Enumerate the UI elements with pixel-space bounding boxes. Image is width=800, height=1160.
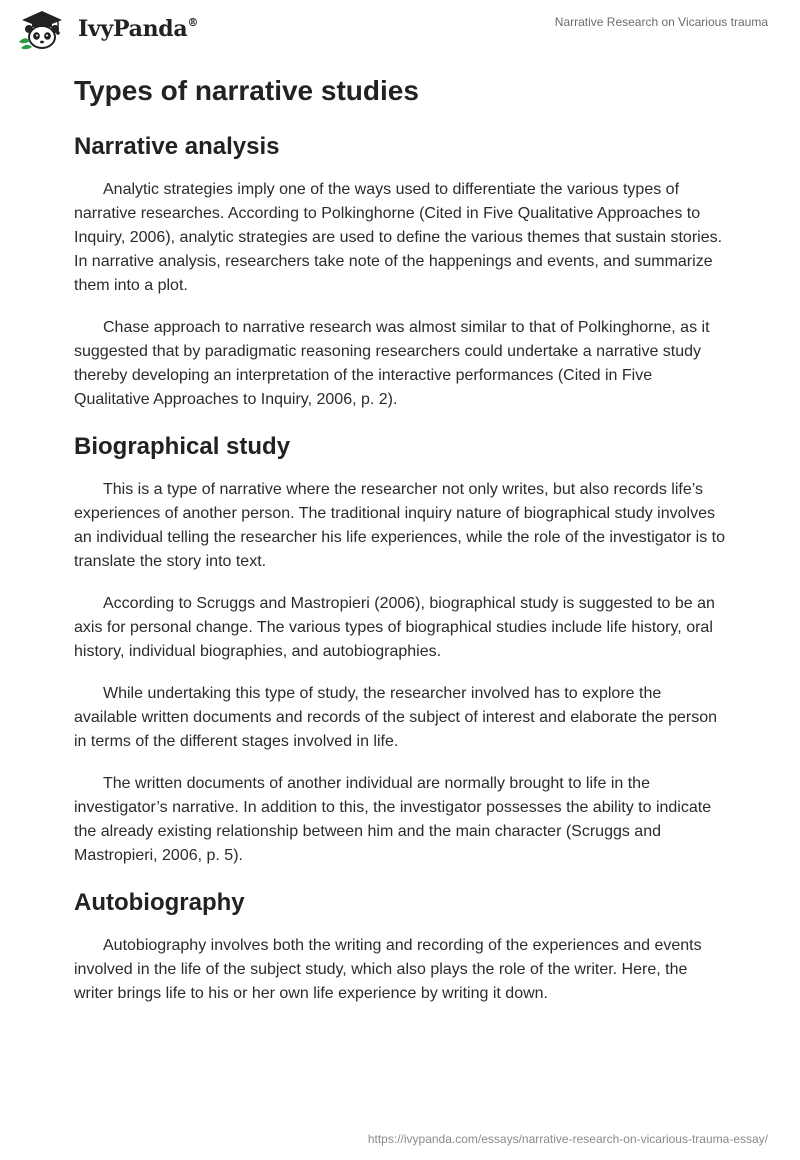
paragraph: This is a type of narrative where the researcher not only writes, but also records life’s experiences of another person. The traditional inquiry nature of biographical study involves an individual telling the researcher his life experiences, while the role of the investigator is to translate the story into text. xyxy=(74,481,726,570)
section-heading: Narrative analysis xyxy=(74,133,280,160)
document-title: Narrative Research on Vicarious trauma xyxy=(554,15,768,29)
paragraph: Autobiography involves both the writing and recording of the experiences and events involved in the life of the subject study, which also plays the role of the writer. Here, the writer brings life to his or her own life experience by writing it down. xyxy=(74,937,702,1002)
section-heading: Autobiography xyxy=(74,889,245,916)
section-autobiography xyxy=(74,886,726,1006)
section-heading: Biographical study xyxy=(74,433,291,460)
paragraph: Chase approach to narrative research was almost similar to that of Polkinghorne, as it suggested that by paradigmatic reasoning researchers could undertake a narrative study thereby developing an interpretation of the interactive performances (Cited in Five Qualitative Approaches to Inquiry, 2006, p. 2). xyxy=(74,319,710,408)
paragraph: While undertaking this type of study, the researcher involved has to explore the available written documents and records of the subject of interest and elaborate the person in terms of the different stages involved in life. xyxy=(74,685,718,750)
panda-graduate-icon xyxy=(16,8,72,50)
paragraph: The written documents of another individual are normally brought to life in the investigator’s narrative. In addition to this, the investigator possesses the ability to indicate the already existing relationship between him and the main character (Scruggs and Mastropieri, 2006, p. 5). xyxy=(74,775,712,864)
brand-logo[interactable] xyxy=(16,8,198,50)
section-narrative-analysis xyxy=(74,130,726,412)
page-header xyxy=(0,0,800,60)
page-title: Types of narrative studies xyxy=(74,75,419,106)
paragraph: According to Scruggs and Mastropieri (2006), biographical study is suggested to be an axis for personal change. The various types of biographical studies include life history, oral history, individual biographies, and autobiographies. xyxy=(74,595,715,660)
brand-name: IvyPanda® xyxy=(78,15,199,42)
article-content xyxy=(74,72,726,1024)
source-url[interactable]: https://ivypanda.com/essays/narrative-research-on-vicarious-trauma-essay/ xyxy=(367,1132,768,1146)
paragraph: Analytic strategies imply one of the ways used to differentiate the various types of narrative researches. According to Polkinghorne (Cited in Five Qualitative Approaches to Inquiry, 2006), analytic strategies are used to define the various themes that sustain stories. In narrative analysis, researchers take note of the happenings and events, and summarize them into a plot. xyxy=(74,181,723,294)
section-biographical-study xyxy=(74,430,726,868)
